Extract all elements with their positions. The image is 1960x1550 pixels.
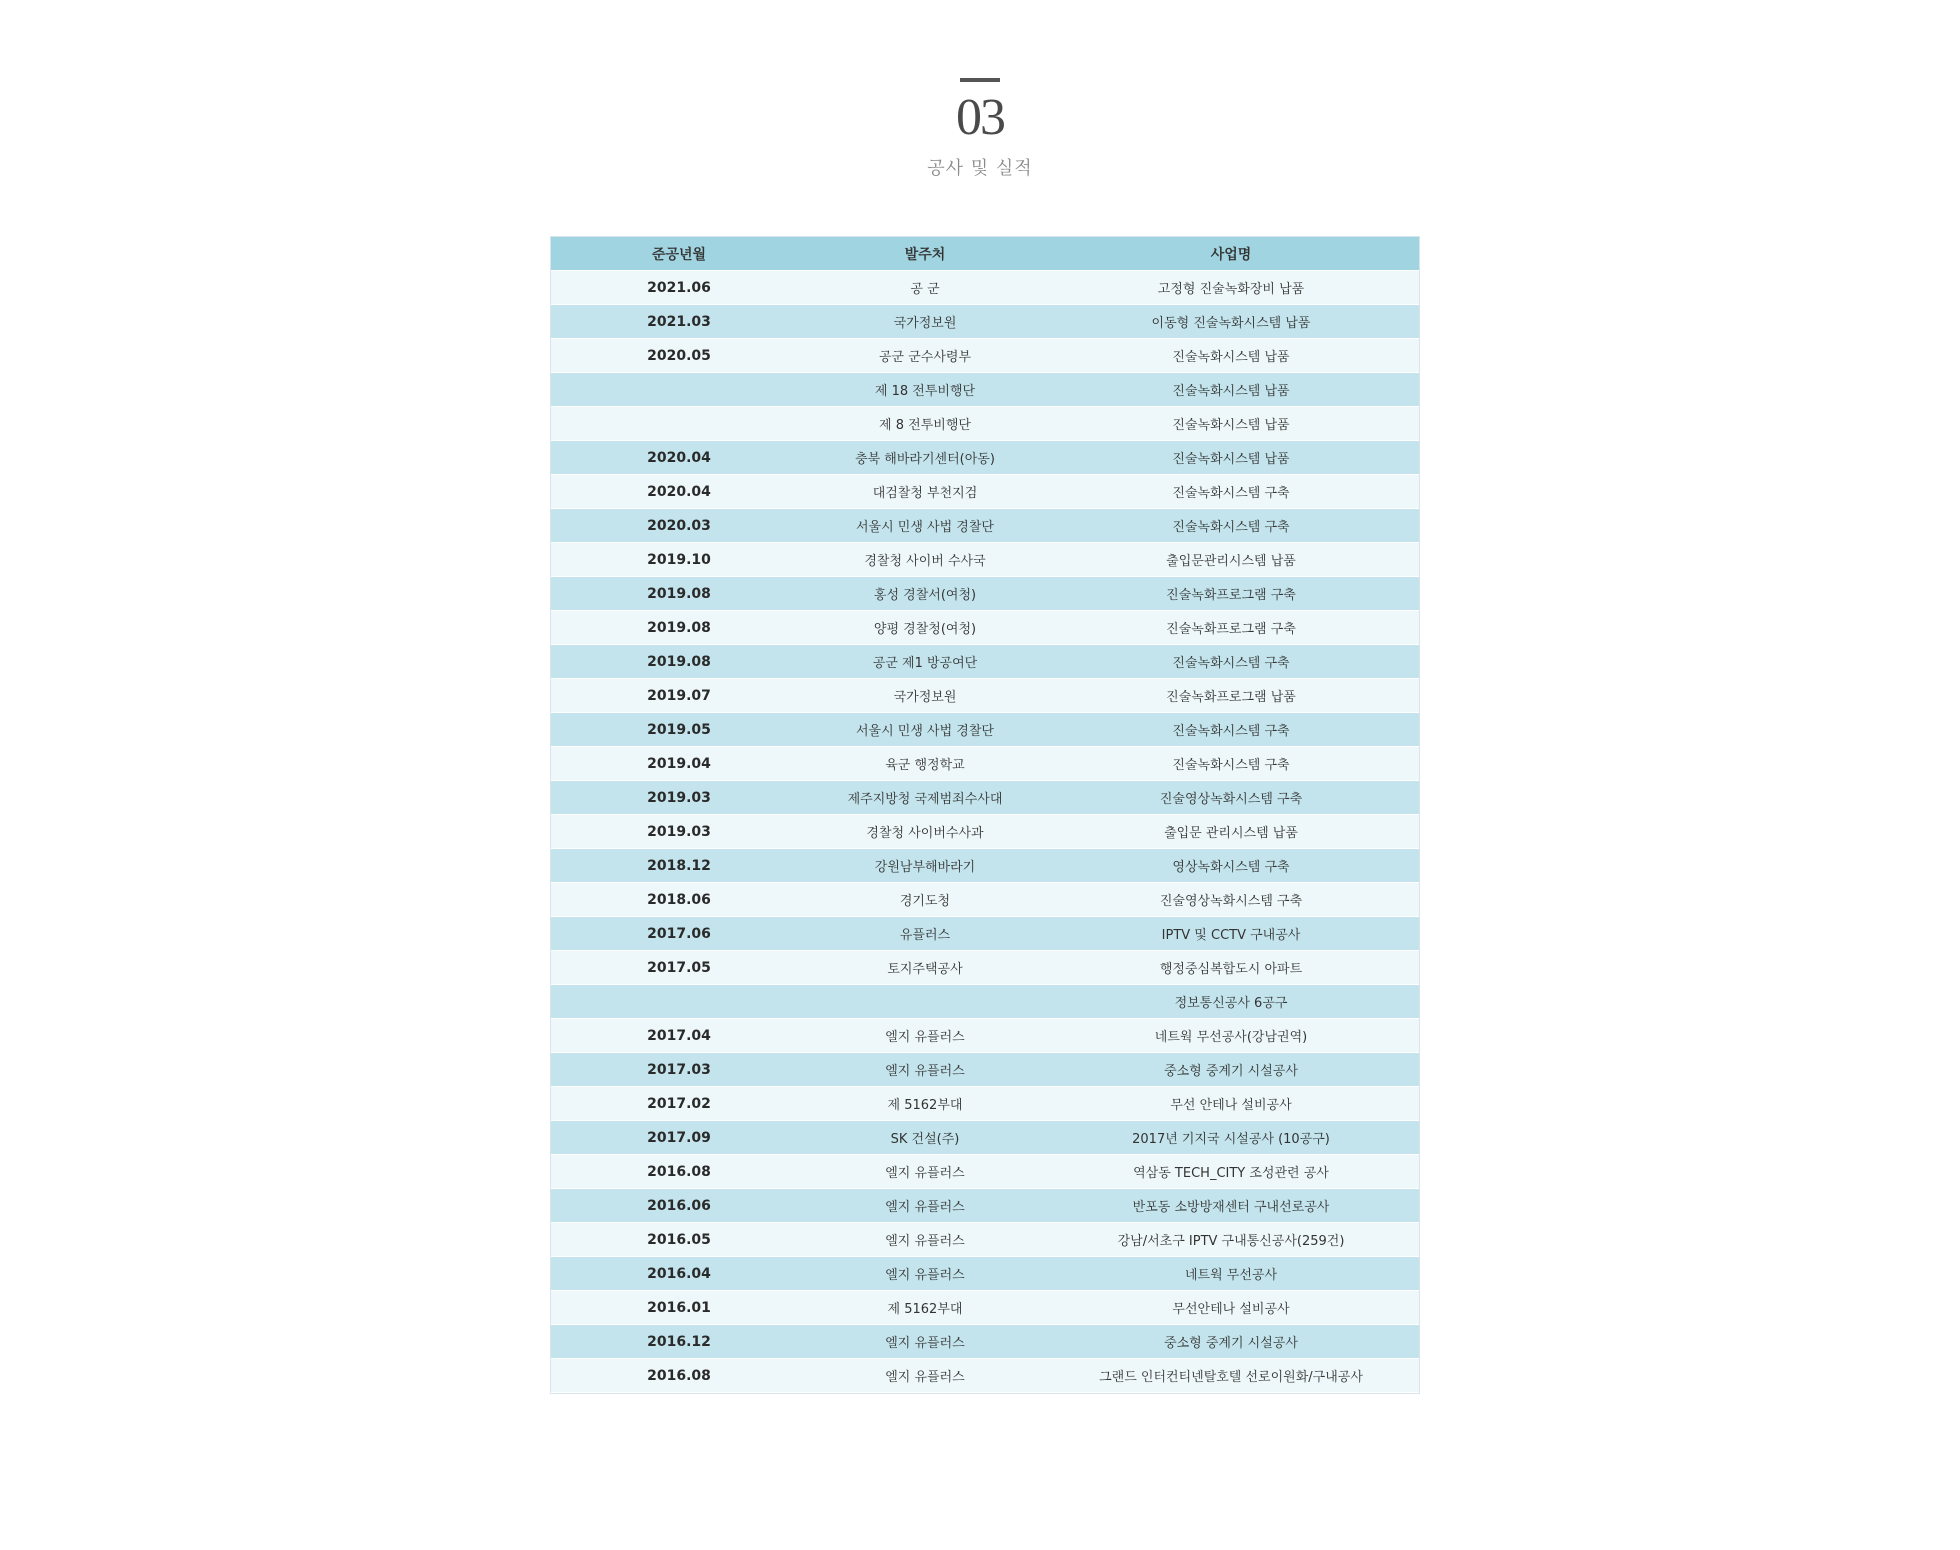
cell-completion-date: 2016.06	[551, 1189, 807, 1223]
table-row	[551, 713, 1419, 747]
cell-completion-date: 2019.03	[551, 781, 807, 815]
cell-project-name: 고정형 진술녹화장비 납품	[1043, 271, 1419, 305]
cell-project-name: 진술녹화시스템 구축	[1043, 747, 1419, 781]
table-row	[551, 917, 1419, 951]
cell-project-name: 행정중심복합도시 아파트	[1043, 951, 1419, 985]
table-row	[551, 509, 1419, 543]
table-row	[551, 441, 1419, 475]
table-body	[551, 271, 1419, 1393]
cell-project-name: 중소형 중계기 시설공사	[1043, 1053, 1419, 1087]
cell-completion-date: 2020.03	[551, 509, 807, 543]
cell-project-name: 출입문관리시스템 납품	[1043, 543, 1419, 577]
table-row	[551, 543, 1419, 577]
cell-project-name: 출입문 관리시스템 납품	[1043, 815, 1419, 849]
cell-project-name: 정보통신공사 6공구	[1043, 985, 1419, 1019]
cell-project-name: 반포동 소방방재센터 구내선로공사	[1043, 1189, 1419, 1223]
table-row	[551, 577, 1419, 611]
cell-completion-date: 2016.08	[551, 1359, 807, 1393]
table-row	[551, 271, 1419, 305]
table-row	[551, 1053, 1419, 1087]
cell-client: 제 18 전투비행단	[807, 373, 1043, 407]
cell-completion-date: 2016.08	[551, 1155, 807, 1189]
cell-project-name: IPTV 및 CCTV 구내공사	[1043, 917, 1419, 951]
cell-project-name: 진술녹화시스템 납품	[1043, 407, 1419, 441]
cell-project-name: 이동형 진술녹화시스템 납품	[1043, 305, 1419, 339]
cell-completion-date: 2019.07	[551, 679, 807, 713]
cell-completion-date: 2016.12	[551, 1325, 807, 1359]
cell-project-name: 진술녹화시스템 구축	[1043, 509, 1419, 543]
table-row	[551, 679, 1419, 713]
table-row	[551, 951, 1419, 985]
cell-client: 육군 행정학교	[807, 747, 1043, 781]
table-row	[551, 1087, 1419, 1121]
header-completion-date: 준공년월	[551, 237, 807, 271]
cell-project-name: 무선 안테나 설비공사	[1043, 1087, 1419, 1121]
table-row	[551, 1223, 1419, 1257]
cell-completion-date: 2017.03	[551, 1053, 807, 1087]
table-row	[551, 339, 1419, 373]
cell-project-name: 진술녹화시스템 납품	[1043, 339, 1419, 373]
cell-completion-date: 2020.04	[551, 475, 807, 509]
table-row	[551, 1121, 1419, 1155]
cell-client: 엘지 유플러스	[807, 1019, 1043, 1053]
cell-client: 홍성 경찰서(여청)	[807, 577, 1043, 611]
performance-table-container	[550, 236, 1420, 1394]
cell-completion-date: 2016.01	[551, 1291, 807, 1325]
cell-project-name: 그랜드 인터컨티넨탈호텔 선로이원화/구내공사	[1043, 1359, 1419, 1393]
cell-completion-date: 2017.09	[551, 1121, 807, 1155]
cell-client: 대검찰청 부천지검	[807, 475, 1043, 509]
cell-project-name: 네트웍 무선공사	[1043, 1257, 1419, 1291]
cell-completion-date: 2017.02	[551, 1087, 807, 1121]
cell-client: 공군 군수사령부	[807, 339, 1043, 373]
cell-client: 국가정보원	[807, 305, 1043, 339]
cell-client: 공군 제1 방공여단	[807, 645, 1043, 679]
table-row	[551, 815, 1419, 849]
cell-completion-date: 2017.05	[551, 951, 807, 985]
table-row	[551, 1325, 1419, 1359]
cell-completion-date: 2019.10	[551, 543, 807, 577]
cell-completion-date	[551, 373, 807, 407]
cell-client: 유플러스	[807, 917, 1043, 951]
table-row	[551, 883, 1419, 917]
cell-client: 제 5162부대	[807, 1291, 1043, 1325]
table-header-row	[551, 237, 1419, 271]
cell-project-name: 영상녹화시스템 구축	[1043, 849, 1419, 883]
header-client: 발주처	[807, 237, 1043, 271]
table-row	[551, 1189, 1419, 1223]
cell-project-name: 진술녹화프로그램 구축	[1043, 611, 1419, 645]
cell-client: SK 건설(주)	[807, 1121, 1043, 1155]
cell-project-name: 역삼동 TECH_CITY 조성관련 공사	[1043, 1155, 1419, 1189]
table-row	[551, 1257, 1419, 1291]
cell-completion-date: 2019.04	[551, 747, 807, 781]
cell-completion-date: 2021.06	[551, 271, 807, 305]
cell-client: 엘지 유플러스	[807, 1223, 1043, 1257]
cell-client: 토지주택공사	[807, 951, 1043, 985]
table-row	[551, 475, 1419, 509]
cell-completion-date: 2017.04	[551, 1019, 807, 1053]
cell-client: 엘지 유플러스	[807, 1189, 1043, 1223]
table-row	[551, 645, 1419, 679]
table-row	[551, 1359, 1419, 1393]
cell-completion-date: 2019.08	[551, 611, 807, 645]
cell-completion-date	[551, 407, 807, 441]
table-row	[551, 373, 1419, 407]
cell-client: 경찰청 사이버수사과	[807, 815, 1043, 849]
cell-completion-date: 2017.06	[551, 917, 807, 951]
section-number: 03	[956, 89, 1004, 146]
cell-client: 국가정보원	[807, 679, 1043, 713]
cell-project-name: 진술녹화프로그램 납품	[1043, 679, 1419, 713]
cell-client: 엘지 유플러스	[807, 1359, 1043, 1393]
cell-project-name: 무선안테나 설비공사	[1043, 1291, 1419, 1325]
cell-completion-date: 2016.05	[551, 1223, 807, 1257]
cell-completion-date: 2019.08	[551, 577, 807, 611]
cell-project-name: 진술녹화프로그램 구축	[1043, 577, 1419, 611]
cell-project-name: 진술녹화시스템 구축	[1043, 475, 1419, 509]
table-row	[551, 1155, 1419, 1189]
cell-client: 충북 해바라기센터(아동)	[807, 441, 1043, 475]
cell-project-name: 진술녹화시스템 구축	[1043, 645, 1419, 679]
cell-project-name: 진술녹화시스템 납품	[1043, 373, 1419, 407]
cell-project-name: 진술영상녹화시스템 구축	[1043, 883, 1419, 917]
table-row	[551, 611, 1419, 645]
cell-project-name: 진술녹화시스템 납품	[1043, 441, 1419, 475]
cell-completion-date: 2020.05	[551, 339, 807, 373]
cell-client: 서울시 민생 사법 경찰단	[807, 509, 1043, 543]
cell-client: 강원남부해바라기	[807, 849, 1043, 883]
cell-client: 경기도청	[807, 883, 1043, 917]
cell-client: 엘지 유플러스	[807, 1155, 1043, 1189]
cell-completion-date: 2019.05	[551, 713, 807, 747]
cell-client: 양평 경찰청(여청)	[807, 611, 1043, 645]
cell-client: 제 8 전투비행단	[807, 407, 1043, 441]
cell-project-name: 진술영상녹화시스템 구축	[1043, 781, 1419, 815]
cell-project-name: 네트웍 무선공사(강남권역)	[1043, 1019, 1419, 1053]
table-row	[551, 747, 1419, 781]
table-row	[551, 407, 1419, 441]
cell-project-name: 2017년 기지국 시설공사 (10공구)	[1043, 1121, 1419, 1155]
cell-client	[807, 985, 1043, 1019]
cell-completion-date	[551, 985, 807, 1019]
cell-client: 엘지 유플러스	[807, 1053, 1043, 1087]
cell-project-name: 진술녹화시스템 구축	[1043, 713, 1419, 747]
cell-client: 서울시 민생 사법 경찰단	[807, 713, 1043, 747]
cell-client: 제주지방청 국제범죄수사대	[807, 781, 1043, 815]
cell-completion-date: 2021.03	[551, 305, 807, 339]
cell-client: 엘지 유플러스	[807, 1325, 1043, 1359]
cell-completion-date: 2020.04	[551, 441, 807, 475]
section-divider-bar	[960, 78, 1000, 82]
cell-completion-date: 2019.08	[551, 645, 807, 679]
cell-completion-date: 2018.12	[551, 849, 807, 883]
cell-project-name: 중소형 중계기 시설공사	[1043, 1325, 1419, 1359]
cell-client: 경찰청 사이버 수사국	[807, 543, 1043, 577]
table-row	[551, 1019, 1419, 1053]
cell-project-name: 강남/서초구 IPTV 구내통신공사(259건)	[1043, 1223, 1419, 1257]
cell-completion-date: 2019.03	[551, 815, 807, 849]
table-row	[551, 985, 1419, 1019]
cell-completion-date: 2018.06	[551, 883, 807, 917]
section-title: 공사 및 실적	[927, 158, 1033, 179]
performance-table	[551, 237, 1419, 1393]
cell-client: 공 군	[807, 271, 1043, 305]
table-row	[551, 305, 1419, 339]
header-project-name: 사업명	[1043, 237, 1419, 271]
table-row	[551, 1291, 1419, 1325]
cell-client: 엘지 유플러스	[807, 1257, 1043, 1291]
cell-client: 제 5162부대	[807, 1087, 1043, 1121]
section-header	[0, 78, 1960, 180]
table-row	[551, 849, 1419, 883]
table-row	[551, 781, 1419, 815]
cell-completion-date: 2016.04	[551, 1257, 807, 1291]
